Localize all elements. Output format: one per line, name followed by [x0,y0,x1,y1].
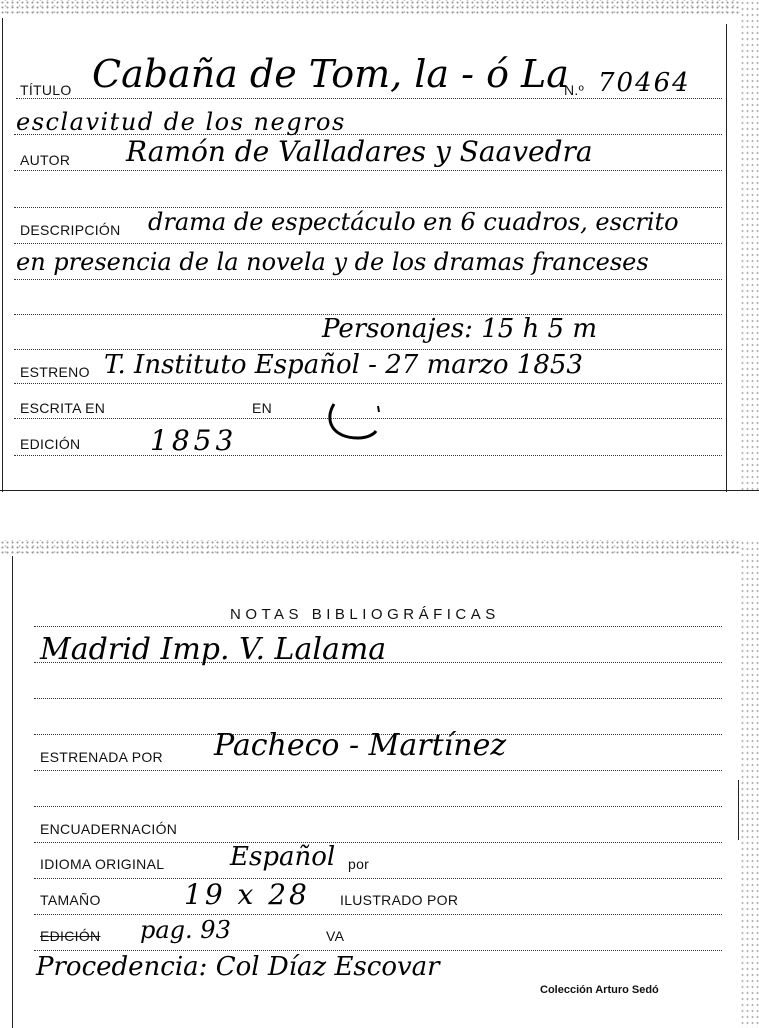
card-top-left-border [2,18,3,492]
card-bottom-right-edge [740,540,759,1028]
autor-value: Ramón de Valladares y Saavedra [126,135,593,168]
va-label: VA [326,928,345,944]
numero-value: 70464 [598,68,691,98]
edicion-struck-label: EDICIÓN [40,928,101,944]
line-descripcion [14,243,722,244]
edicion-label: EDICIÓN [20,436,81,452]
personajes-value: Personajes: 15 h 5 m [322,314,598,344]
catalog-card-bottom [0,540,740,1028]
ink-mark [322,398,382,444]
titulo-value: Cabaña de Tom, la - ó La [92,52,569,96]
por-label: por [348,856,370,872]
card-top-right-border [726,24,727,492]
card-bottom-left-border [12,556,13,1028]
escrita-en-label: ESCRITA EN [20,400,106,416]
line-blank-3 [34,698,722,699]
edicion-value: 1853 [150,424,238,457]
en-label: EN [252,400,273,416]
line-estrenada [34,770,722,771]
estrenada-label: ESTRENADA POR [40,749,163,765]
ilustrado-label: ILUSTRADO POR [340,892,459,908]
notas-title: NOTAS BIBLIOGRÁFICAS [230,606,500,623]
card-bottom-edge [0,540,740,556]
line-descripcion-2 [14,279,722,280]
line-notas [34,626,722,627]
line-titulo [16,98,722,99]
notas-value: Madrid Imp. V. Lalama [40,632,387,667]
line-estreno [14,383,722,384]
tamano-label: TAMAÑO [40,892,101,908]
line-blank-5 [34,806,722,807]
line-edicion [14,455,722,456]
line-tamano [34,914,722,915]
card-top-right-edge [740,0,759,492]
footer-coleccion: Colección Arturo Sedó [540,984,659,996]
idioma-value: Español [230,842,336,872]
encuadernacion-label: ENCUADERNACIÓN [40,821,178,837]
titulo-continuation: esclavitud de los negros [16,108,346,136]
descripcion-line-1: drama de espectáculo en 6 cuadros, escrito [148,208,679,236]
procedencia-value: Procedencia: Col Díaz Escovar [36,952,440,982]
line-autor [14,170,722,171]
idioma-label: IDIOMA ORIGINAL [40,856,165,872]
numero-label: N.º [564,82,585,98]
card-bottom-right-mark [738,780,739,840]
estreno-label: ESTRENO [20,364,90,380]
descripcion-line-2: en presencia de la novela y de los dramas franceses [16,248,649,276]
card-top-edge [0,0,740,16]
autor-label: AUTOR [20,152,71,168]
card-top-bottom-edge [0,490,759,491]
titulo-label: TÍTULO [20,82,72,98]
estreno-value: T. Instituto Español - 27 marzo 1853 [104,350,583,380]
line-idioma [34,878,722,879]
line-edicion-2 [34,950,722,951]
tamano-value: 19 x 28 [184,878,310,911]
paginas-value: pag. 93 [140,916,231,944]
catalog-card-top [0,0,740,492]
estrenada-value: Pacheco - Martínez [214,728,507,763]
line-encuadernacion [34,842,722,843]
descripcion-label: DESCRIPCIÓN [20,222,121,238]
